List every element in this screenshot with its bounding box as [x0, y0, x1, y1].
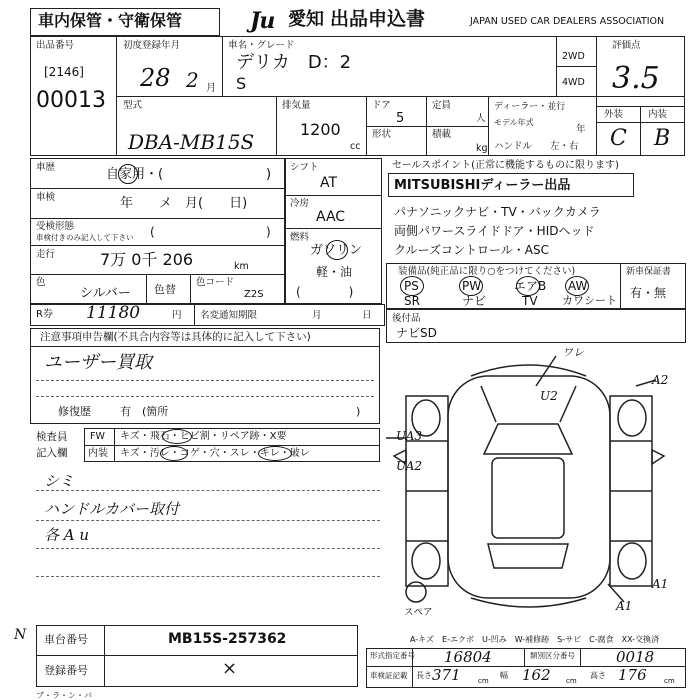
mark-a1-bottom: A1 — [616, 599, 633, 613]
equip-airbag: エアB — [514, 279, 547, 293]
acceptance-label: 受検形態 — [36, 221, 75, 232]
load-unit: kg — [476, 143, 488, 154]
roof — [492, 458, 564, 538]
footer-text: ブ・ラ・ン・バ — [36, 691, 92, 700]
equipment-label: 装備品(純正品に限り○をつけてください) — [398, 266, 576, 277]
lot-label: 出品番号 — [36, 40, 75, 51]
equip-kawaseat: カワシート — [562, 294, 617, 307]
model-label: 型式 — [123, 100, 143, 111]
selling-point-1: MITSUBISHIディーラー出品 — [394, 178, 571, 193]
doors-value: 5 — [396, 111, 405, 126]
windshield — [484, 424, 572, 454]
equip-pw: PW — [462, 279, 482, 293]
registration-label: 初度登録年月 — [123, 40, 181, 51]
displacement-label: 排気量 — [282, 100, 311, 111]
aftermarket-label: 後付品 — [392, 313, 421, 324]
new-car-label: 新車保証書 — [626, 267, 672, 277]
color-code-label: 色コード — [196, 277, 235, 288]
registration-year: 28 — [140, 64, 171, 92]
org-name: 愛知 — [288, 9, 324, 30]
remark-2: ハンドルカバー取付 — [44, 500, 180, 518]
wheel-rear-right — [618, 543, 646, 579]
car-name: デリカ D：2 — [236, 52, 352, 73]
inspection-label: 車検 — [36, 192, 56, 203]
rear-window — [488, 544, 568, 568]
in-label: 内装 — [88, 448, 108, 459]
equip-ps: PS — [404, 279, 419, 293]
drive-2wd: 2WD — [562, 51, 585, 62]
ps-circle — [400, 276, 424, 296]
notice-month: 月 — [312, 310, 322, 321]
handle-value: 左・右 — [550, 141, 579, 152]
new-car-value: 有・無 — [630, 286, 667, 300]
notice-label: 名変通知期限 — [200, 310, 258, 321]
inspector-label-1: 検査員 — [36, 431, 68, 443]
mark-crack: ワレ — [562, 346, 584, 359]
mark-ua3: UA3 — [396, 429, 423, 443]
exterior-grade: C — [610, 126, 627, 151]
rear-bumper — [471, 598, 586, 607]
aw-circle — [565, 276, 589, 296]
fuel-value: ガソリン — [310, 243, 363, 258]
remark-3: 各 A u — [44, 526, 90, 544]
repair-label: 修復歴 — [58, 405, 91, 418]
wheel-rear-left — [412, 543, 440, 579]
fuel-label: 燃料 — [290, 232, 310, 243]
car-name-label: 車名・グレード — [228, 40, 295, 51]
reg-number-label: 登録番号 — [44, 664, 88, 677]
drive-4wd: 4WD — [562, 77, 585, 88]
ac-label: 冷房 — [290, 198, 310, 209]
airbag-circle — [516, 276, 540, 296]
mark-a2: A2 — [652, 373, 669, 387]
length-label: 長さ — [416, 671, 432, 680]
selling-point-2: パナソニックナビ・TV・バックカメラ — [394, 205, 601, 219]
fw-stone-circle — [162, 429, 192, 444]
displacement-value: 1200 — [300, 120, 341, 139]
color-change-label: 色替 — [154, 283, 176, 296]
width-unit: cm — [566, 677, 577, 685]
chassis-value: MB15S-257362 — [168, 631, 287, 647]
notes-label: 注意事項申告欄(不具合内容等は具体的に記入して下さい) — [40, 331, 311, 343]
acceptance-paren-open: ( — [150, 225, 155, 239]
chassis-label: 車台番号 — [44, 633, 88, 646]
association-name: JAPAN USED CAR DEALERS ASSOCIATION — [470, 16, 665, 27]
selling-points-label: セールスポイント(正常に機能するものに限ります) — [392, 160, 619, 171]
height-value: 176 — [618, 666, 647, 684]
history-circle — [118, 164, 138, 184]
shape-label: 形状 — [372, 129, 392, 140]
equip-navi: ナビ — [462, 294, 487, 308]
mark-u2: U2 — [540, 389, 558, 403]
mileage-unit: km — [234, 261, 249, 272]
capacity-unit: 人 — [476, 113, 486, 124]
selling-point-3: 両側パワースライドドア・HIDヘッド — [394, 224, 595, 238]
fuel-circle — [326, 240, 348, 260]
type-label: 形式指定番号 — [370, 651, 415, 660]
rating-label: 評価点 — [612, 40, 641, 51]
repair-close: ) — [356, 405, 361, 418]
notes-text: ユーザー買取 — [44, 352, 152, 373]
in-items: キズ・汚レ・コゲ・穴・スレ・キレ・破レ — [120, 448, 310, 459]
inspector-label-2: 記入欄 — [36, 447, 68, 459]
width-value: 162 — [522, 666, 551, 684]
acceptance-paren-close: ) — [266, 225, 271, 239]
width-label: 幅 — [500, 671, 508, 680]
reg-number-value: × — [222, 658, 238, 679]
interior-grade: B — [654, 126, 671, 151]
doors-label: ドア — [372, 100, 391, 111]
registration-month-unit: 月 — [206, 83, 216, 94]
mark-ua2: UA2 — [396, 459, 423, 473]
model-value: DBA-MB15S — [128, 130, 255, 154]
dealer-model-year: モデル年式 — [494, 118, 534, 127]
load-label: 積載 — [432, 129, 452, 140]
rating-score: 3.5 — [612, 61, 660, 96]
car-diagram — [386, 346, 686, 626]
height-unit: cm — [664, 677, 675, 685]
shift-label: シフト — [290, 162, 319, 173]
lot-number: 00013 — [36, 88, 106, 113]
size-label: 車検証記載 — [370, 671, 408, 680]
displacement-unit: cc — [350, 141, 361, 152]
selling-point-4: クルーズコントロール・ASC — [394, 243, 550, 257]
lot-sub-number: [2146] — [44, 65, 84, 79]
history-label: 車歴 — [36, 162, 56, 173]
equip-tv: TV — [522, 294, 538, 308]
dealer-label: ディーラー・並行 — [494, 102, 566, 112]
cat-value: 0018 — [616, 648, 655, 666]
fw-items: キズ・飛石・ヒビ割・リペア跡・X要 — [120, 431, 287, 442]
length-value: 371 — [432, 666, 461, 684]
type-value: 16804 — [444, 648, 492, 666]
car-grade: S — [236, 74, 247, 93]
mileage-value: 7万 0千 206 — [100, 250, 194, 269]
fw-label: FW — [90, 431, 105, 442]
fuel-paren: ( ) — [296, 285, 354, 299]
spare-label: スペア — [404, 607, 433, 618]
car-body-top — [448, 376, 610, 598]
repair-value: 有 (箇所 — [120, 405, 169, 418]
capacity-label: 定員 — [432, 100, 452, 111]
form-title: 出品申込書 — [330, 8, 426, 30]
handle-label: ハンドル — [494, 141, 533, 152]
color-label: 色 — [36, 277, 46, 288]
exterior-label: 外装 — [604, 109, 624, 120]
in-stain-circle — [160, 446, 188, 461]
history-close: ) — [266, 167, 272, 182]
wheel-front-right — [618, 400, 646, 436]
in-scuff-circle — [258, 446, 292, 461]
dealer-year-unit: 年 — [576, 124, 586, 135]
damage-legend: A-キズ E-エクボ U-凹み W-補修跡 S-サビ C-腐食 XX-交換済 — [410, 635, 660, 644]
color-code: Z2S — [244, 289, 264, 300]
fuel-alt: 軽・油 — [316, 265, 353, 279]
acceptance-note: 車検付きのみ記入して下さい — [36, 233, 134, 242]
front-bumper — [471, 365, 586, 376]
recycle-value: 11180 — [86, 303, 141, 323]
shift-value: AT — [320, 175, 338, 191]
ju-logo: Ju — [250, 8, 275, 34]
storage-text: 車内保管・守衛保管 — [38, 11, 183, 30]
mark-a1-right: A1 — [652, 577, 669, 591]
registration-month: 2 — [186, 68, 199, 92]
equip-aw: AW — [568, 279, 588, 293]
ac-value: AAC — [316, 209, 346, 225]
pw-circle — [459, 276, 483, 296]
remark-1: シミ — [44, 472, 75, 490]
length-unit: cm — [478, 677, 489, 685]
history-value: 自家用・( — [106, 167, 164, 182]
color-value: シルバー — [80, 286, 131, 301]
inspection-value: 年 メ 月( 日) — [120, 196, 248, 211]
cat-label: 類別区分番号 — [530, 651, 575, 660]
recycle-label: R券 — [36, 309, 53, 320]
spare-tire — [406, 582, 426, 602]
aftermarket-value: ナビSD — [396, 326, 437, 340]
notice-day: 日 — [362, 310, 372, 321]
n-mark: N — [14, 627, 27, 643]
height-label: 高さ — [590, 671, 606, 680]
recycle-unit: 円 — [172, 310, 182, 321]
mileage-label: 走行 — [36, 249, 56, 260]
equip-sr: SR — [404, 294, 420, 308]
interior-label: 内装 — [648, 109, 668, 120]
